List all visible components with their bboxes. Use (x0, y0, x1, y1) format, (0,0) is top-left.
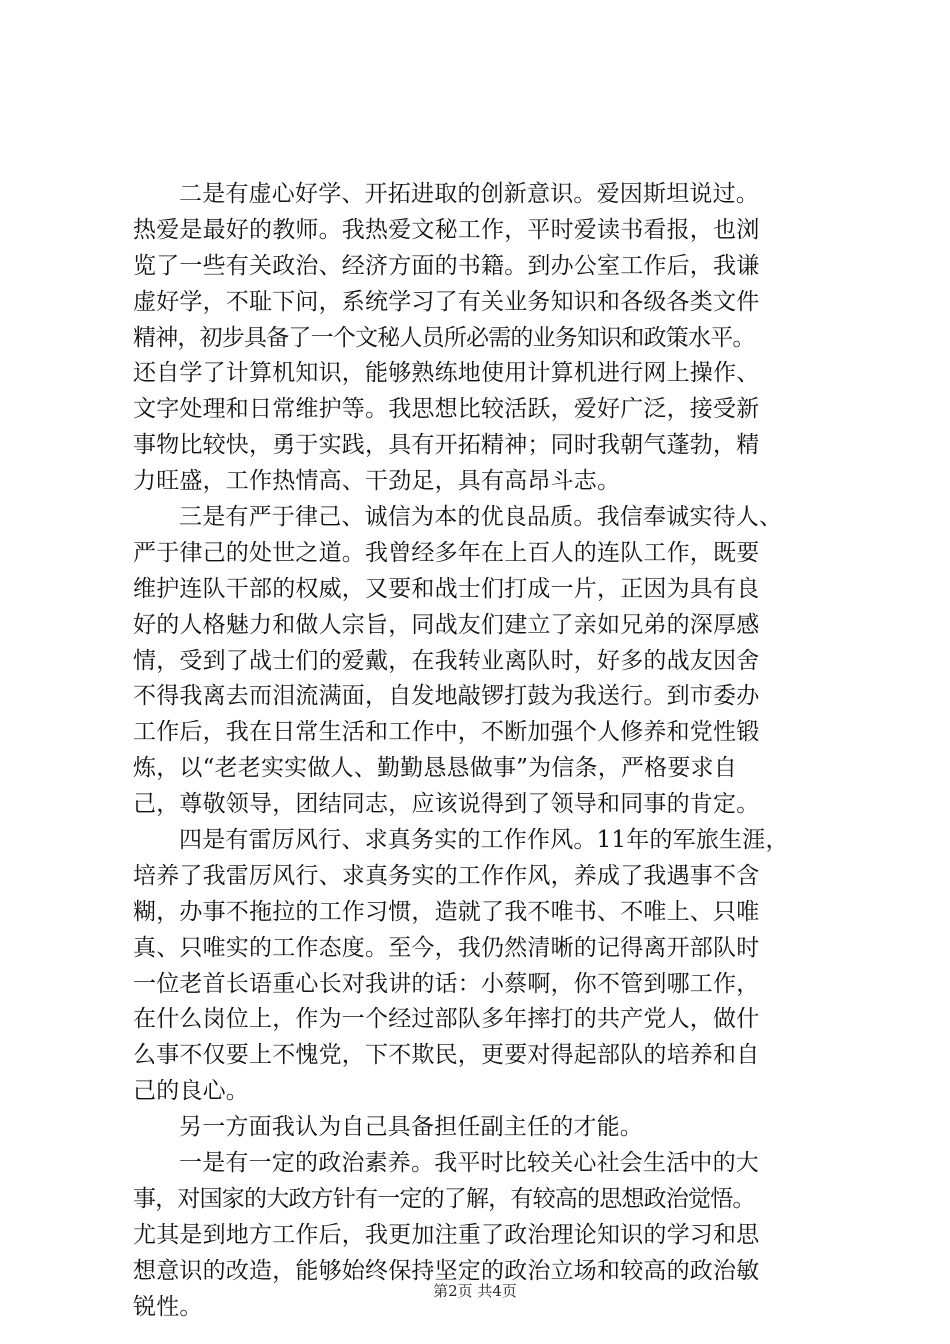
text-line: 三是有严于律己、诚信为本的优良品质。我信奉诚实待人、 (179, 504, 783, 531)
text-line: 事物比较快，勇于实践，具有开拓精神；同时我朝气蓬勃，精 (133, 432, 760, 459)
text-line: 维护连队干部的权威，又要和战士们打成一片，正因为具有良 (133, 575, 760, 602)
text-line: 二是有虚心好学、开拓进取的创新意识。爱因斯坦说过。 (179, 181, 759, 207)
text-line: 力旺盛，工作热情高、干劲足，具有高昂斗志。 (133, 468, 621, 495)
text-line: 虚好学，不耻下问，系统学习了有关业务知识和各级各类文件 (133, 288, 760, 315)
text-line: 己的良心。 (133, 1078, 249, 1105)
text-line: 览了一些有关政治、经济方面的书籍。到办公室工作后，我谦 (133, 252, 760, 279)
text-line: 还自学了计算机知识，能够熟练地使用计算机进行网上操作、 (133, 360, 760, 387)
text-line: 一是有一定的政治素养。我平时比较关心社会生活中的大 (179, 1150, 759, 1177)
text-line: 己，尊敬领导，团结同志，应该说得到了领导和同事的肯定。 (133, 791, 760, 818)
text-line: 文字处理和日常维护等。我思想比较活跃，爱好广泛，接受新 (133, 396, 760, 423)
text-line: 一位老首长语重心长对我讲的话：小蔡啊，你不管到哪工作， (133, 970, 760, 997)
text-line: 事，对国家的大政方针有一定的了解，有较高的思想政治觉悟。 (133, 1185, 755, 1212)
text-line: 热爱是最好的教师。我热爱文秘工作，平时爱读书看报，也浏 (133, 216, 760, 243)
text-line: 糊，办事不拖拉的工作习惯，造就了我不唯书、不唯上、只唯 (133, 898, 760, 925)
text-line: 另一方面我认为自己具备担任副主任的才能。 (179, 1114, 643, 1141)
text-line: 情，受到了战士们的爱戴，在我转业离队时，好多的战友因舍 (133, 647, 760, 674)
text-line: 真、只唯实的工作态度。至今，我仍然清晰的记得离开部队时 (133, 934, 760, 961)
text-line: 培养了我雷厉风行、求真务实的工作作风，养成了我遇事不含 (133, 862, 760, 889)
text-line: 在什么岗位上，作为一个经过部队多年摔打的共产党人，做什 (133, 1006, 760, 1033)
text-line: 精神，初步具备了一个文秘人员所必需的业务知识和政策水平。 (133, 324, 755, 351)
text-line: 炼，以“老老实实做人、勤勤恳恳做事”为信条，严格要求自 (133, 755, 737, 782)
page-number: 第2页 共4页 (433, 1282, 517, 1300)
text-line: 么事不仅要上不愧党，下不欺民，更要对得起部队的培养和自 (133, 1042, 760, 1069)
text-line: 工作后，我在日常生活和工作中，不断加强个人修养和党性锻 (133, 719, 760, 746)
text-line: 四是有雷厉风行、求真务实的工作作风。11年的军旅生涯， (179, 827, 789, 854)
text-line: 想意识的改造，能够始终保持坚定的政治立场和较高的政治敏 (133, 1257, 760, 1284)
text-line: 好的人格魅力和做人宗旨，同战友们建立了亲如兄弟的深厚感 (133, 611, 760, 638)
text-line: 尤其是到地方工作后，我更加注重了政治理论知识的学习和思 (133, 1221, 760, 1248)
text-line: 严于律己的处世之道。我曾经多年在上百人的连队工作，既要 (133, 539, 760, 566)
document-body (133, 177, 849, 1326)
text-line: 不得我离去而泪流满面，自发地敲锣打鼓为我送行。到市委办 (133, 683, 760, 710)
text-line: 锐性。 (133, 1293, 203, 1320)
